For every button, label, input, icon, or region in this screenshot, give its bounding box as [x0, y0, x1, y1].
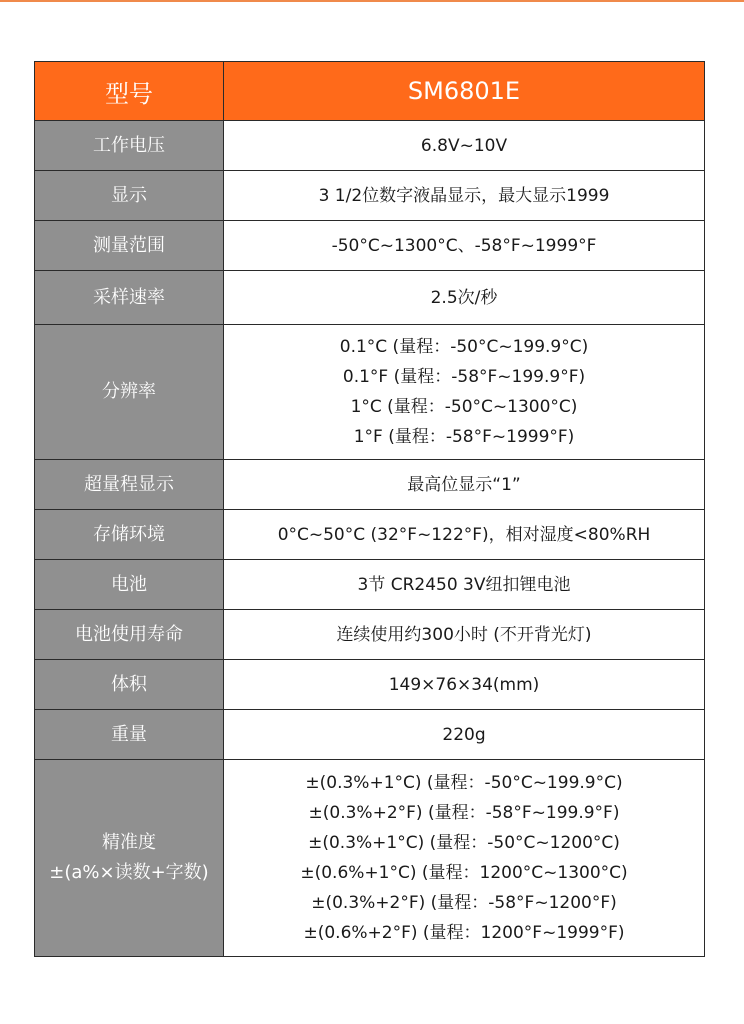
- spec-row-weight: [35, 710, 705, 760]
- spec-row-sampling-rate: [35, 271, 705, 325]
- spec-label: 重量: [35, 710, 224, 760]
- spec-value: 220g: [224, 710, 705, 760]
- spec-value: 0.1°C (量程：-50°C~199.9°C) 0.1°F (量程：-58°F~199.9°F) 1°C (量程：-50°C~1300°C) 1°F (量程：-58°F~1999°F): [224, 325, 705, 460]
- spec-row-battery: [35, 560, 705, 610]
- spec-label: 采样速率: [35, 271, 224, 325]
- spec-row-volume: [35, 660, 705, 710]
- spec-row-overrange: [35, 460, 705, 510]
- spec-label: 分辨率: [35, 325, 224, 460]
- spec-value: 3节 CR2450 3V纽扣锂电池: [224, 560, 705, 610]
- spec-value: 6.8V~10V: [224, 121, 705, 171]
- spec-value: 3 1/2位数字液晶显示，最大显示1999: [224, 171, 705, 221]
- spec-value: -50°C~1300°C、-58°F~1999°F: [224, 221, 705, 271]
- spec-row-resolution: [35, 325, 705, 460]
- spec-row-battery-life: [35, 610, 705, 660]
- spec-label: 电池使用寿命: [35, 610, 224, 660]
- spec-row-display: [35, 171, 705, 221]
- spec-header-row: [35, 62, 705, 121]
- spec-value: 连续使用约300小时 (不开背光灯): [224, 610, 705, 660]
- spec-value: 最高位显示“1”: [224, 460, 705, 510]
- spec-value: 2.5次/秒: [224, 271, 705, 325]
- spec-table: [34, 61, 705, 957]
- spec-label: 超量程显示: [35, 460, 224, 510]
- spec-label: 存储环境: [35, 510, 224, 560]
- spec-value: 0°C~50°C (32°F~122°F)，相对湿度<80%RH: [224, 510, 705, 560]
- spec-value: ±(0.3%+1°C) (量程：-50°C~199.9°C) ±(0.3%+2°F) (量程：-58°F~199.9°F) ±(0.3%+1°C) (量程：-50°C~1200°C) ±(0.6%+1°C) (量程：1200°C~1300°C) ±(0.3%+2°F) (量程：-58°F~1200°F) ±(0.6%+2°F) (量程：1200°F~1999°F): [224, 760, 705, 957]
- spec-row-accuracy: [35, 760, 705, 957]
- spec-value: 149×76×34(mm): [224, 660, 705, 710]
- spec-label: 体积: [35, 660, 224, 710]
- spec-row-storage: [35, 510, 705, 560]
- spec-label: 电池: [35, 560, 224, 610]
- spec-label: 工作电压: [35, 121, 224, 171]
- spec-label: 精准度 ±(a%×读数+字数): [35, 760, 224, 957]
- spec-label: 测量范围: [35, 221, 224, 271]
- spec-row-working-voltage: [35, 121, 705, 171]
- spec-label: 显示: [35, 171, 224, 221]
- spec-row-measure-range: [35, 221, 705, 271]
- model-header-value: SM6801E: [224, 62, 705, 121]
- model-header-label: 型号: [35, 62, 224, 121]
- top-divider: [0, 0, 744, 2]
